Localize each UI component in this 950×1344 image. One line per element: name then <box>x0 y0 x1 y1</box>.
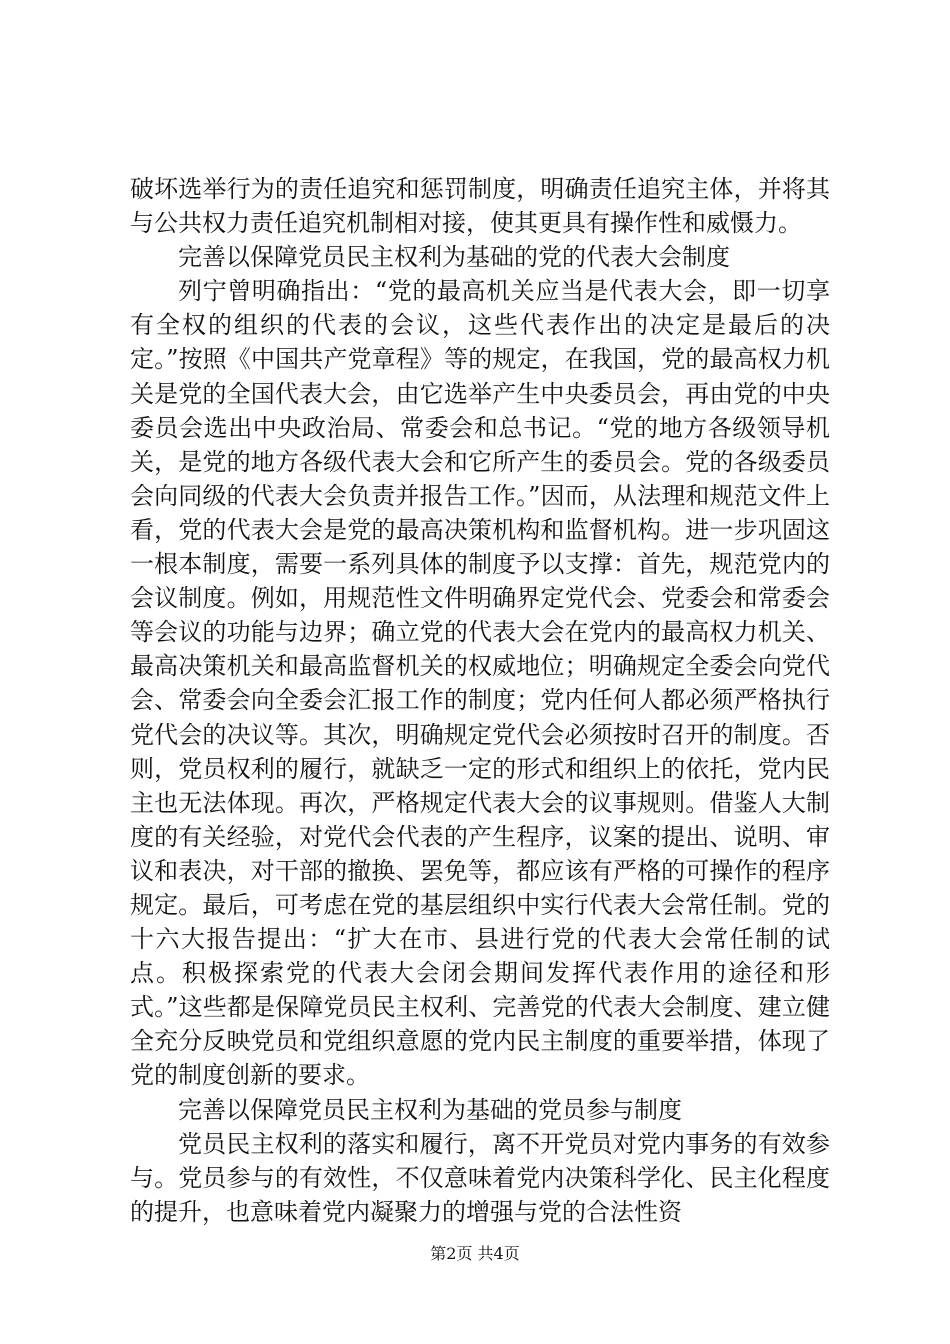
page-footer: 第2页 共4页 <box>430 1244 520 1263</box>
section-heading-member-participation: 完善以保障党员民主权利为基础的党员参与制度 <box>178 1095 682 1124</box>
section-heading-party-congress: 完善以保障党员民主权利为基础的党的代表大会制度 <box>178 243 730 272</box>
paragraph-member-participation: 党员民主权利的落实和履行，离不开党员对党内事务的有效参与。党员参与的有效性，不仅意味着党内决策科学化、民主化程度的提升，也意味着党内凝聚力的增强与党的合法性资 <box>130 1129 830 1226</box>
paragraph-party-congress: 列宁曾明确指出：“党的最高机关应当是代表大会，即一切享有全权的组织的代表的会议，这些代表作出的决定是最后的决定。”按照《中国共产党章程》等的规定，在我国，党的最高权力机关是党的全国代表大会，由它选举产生中央委员会，再由党的中央委员会选出中央政治局、常委会和总书记。“党的地方各级领导机关，是党的地方各级代表大会和它所产生的委员会。党的各级委员会向同级的代表大会负责并报告工作。”因而，从法理和规范文件上看，党的代表大会是党的最高决策机构和监督机构。进一步巩固这一根本制度，需要一系列具体的制度予以支撑：首先，规范党内的会议制度。例如，用规范性文件明确界定党代会、党委会和常委会等会议的功能与边界；确立党的代表大会在党内的最高权力机关、最高决策机关和最高监督机关的权威地位；明确规定全委会向党代会、常委会向全委会汇报工作的制度；党内任何人都必须严格执行党代会的决议等。其次，明确规定党代会必须按时召开的制度。否则，党员权利的履行，就缺乏一定的形式和组织上的依托，党内民主也无法体现。再次，严格规定代表大会的议事规则。借鉴人大制度的有关经验，对党代会代表的产生程序，议案的提出、说明、审议和表决，对干部的撤换、罢免等，都应该有严格的可操作的程序规定。最后，可考虑在党的基层组织中实行代表大会常任制。党的十六大报告提出：“扩大在市、县进行党的代表大会常任制的试点。积极探索党的代表大会闭会期间发挥代表作用的途径和形式。”这些都是保障党员民主权利、完善党的代表大会制度、建立健全充分反映党员和党组织意愿的党内民主制度的重要举措，体现了党的制度创新的要求。 <box>130 277 830 1090</box>
paragraph-continued: 破坏选举行为的责任追究和惩罚制度，明确责任追究主体，并将其与公共权力责任追究机制相对接，使其更具有操作性和威慑力。 <box>130 175 830 238</box>
document-body <box>130 172 830 1229</box>
